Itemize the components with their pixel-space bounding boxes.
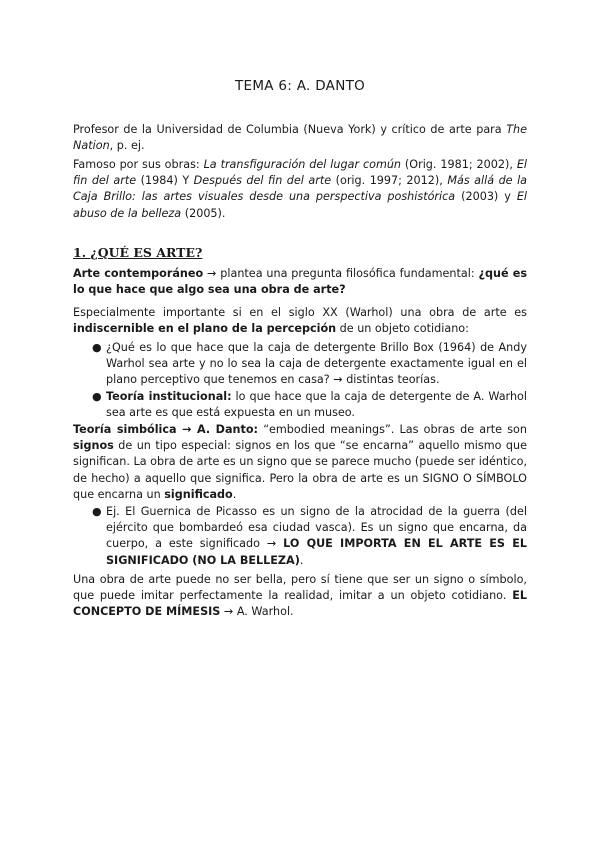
paragraph-text: de un objeto cotidiano: [336, 322, 469, 336]
bold-term: Teoría simbólica → A. Danto: [73, 423, 258, 436]
bullet-icon: ● [92, 505, 102, 518]
work-title: La transfiguración del lugar común [203, 158, 402, 171]
section-paragraph-4 [73, 572, 527, 621]
journal-name: The Nation [73, 123, 527, 153]
intro-text-end: , p. ej. [109, 139, 145, 153]
work-date: (2005). [181, 206, 226, 220]
work-date: (orig. 1997; 2012), [331, 174, 448, 188]
intro-text: Profesor de la Universidad de Columbia (Nueva York) y crítico de arte para [73, 123, 507, 136]
bullet-icon: ● [92, 341, 102, 354]
bold-term: indiscernible en el plano de la percepción [73, 322, 337, 336]
bold-term: significado [164, 487, 233, 501]
list-item-bold: Teoría institucional: [106, 389, 232, 403]
section-paragraph-2 [73, 305, 527, 337]
list-item [73, 340, 527, 389]
paragraph-text: → A. Warhol. [220, 605, 294, 619]
list-item [73, 504, 527, 569]
paragraph-text: Especialmente importante si en el siglo XX (Warhol) una obra de arte es [73, 306, 527, 319]
intro-paragraph-1 [73, 122, 527, 154]
intro-paragraph-works [73, 157, 527, 222]
bold-term: Arte contemporáneo [73, 267, 204, 280]
work-date: (Orig. 1981; 2002), [401, 158, 517, 171]
bold-term: signos [73, 439, 114, 453]
work-title: El fin del arte [73, 158, 527, 188]
work-title: El abuso de la belleza [73, 190, 527, 220]
work-date: (1984) Y [136, 174, 194, 188]
key-question: ¿qué es lo que hace que algo sea una obra de arte? [73, 267, 527, 297]
bullet-list-2 [73, 504, 527, 569]
paragraph-text: de un tipo especial: signos en los que “se encarna” aquello mismo que significan. La obra de arte es un signo que se parece mucho (puede ser idéntico, de hecho) a aquello que significa. Pero la obra de arte es un SIGNO O SÍMBOLO que encarna un [73, 439, 527, 501]
bullet-list-1 [73, 340, 527, 421]
work-title: Después del fin del arte [193, 174, 332, 188]
section-paragraph-1 [73, 266, 527, 298]
section-heading: 1. ¿QUÉ ES ARTE? [73, 245, 203, 260]
list-item-text: Ej. El Guernica de Picasso es un signo de la atrocidad de la guerra (del ejército que bombardeó esa ciudad vasca). Es un signo que encarna, da cuerpo, a este significado → [106, 505, 527, 551]
paragraph-text: “embodied meanings”. Las obras de arte son [258, 423, 527, 436]
works-prefix: Famoso por sus obras: [73, 158, 204, 171]
work-title: Más allá de la Caja Brillo: las artes visuales desde una perspectiva poshistórica [73, 174, 528, 204]
list-item-text: lo que hace que la caja de detergente de A. Warhol sea arte es que está expuesta en un museo. [106, 389, 527, 419]
document-title: TEMA 6: A. DANTO [234, 78, 366, 94]
section-paragraph-3 [73, 422, 527, 503]
list-item-text: . [299, 553, 304, 567]
work-date: (2003) y [455, 190, 517, 204]
bullet-icon: ● [92, 389, 102, 403]
bold-term: EL CONCEPTO DE MÍMESIS [73, 589, 527, 619]
paragraph-text: . [232, 487, 237, 501]
paragraph-text: → plantea una pregunta filosófica fundamental: [203, 267, 479, 280]
list-item-text: ¿Qué es lo que hace que la caja de detergente Brillo Box (1964) de Andy Warhol sea arte y no lo sea la caja de detergente exactamente igual en el plano perceptivo que tenemos en casa? → distintas teorías. [106, 341, 527, 387]
list-item-bold: LO QUE IMPORTA EN EL ARTE ES EL SIGNIFICADO (NO LA BELLEZA) [106, 537, 527, 567]
paragraph-text: Una obra de arte puede no ser bella, pero sí tiene que ser un signo o símbolo, que puede imitar perfectamente la realidad, imitar a un objeto cotidiano. [73, 573, 527, 603]
list-item [73, 389, 527, 421]
